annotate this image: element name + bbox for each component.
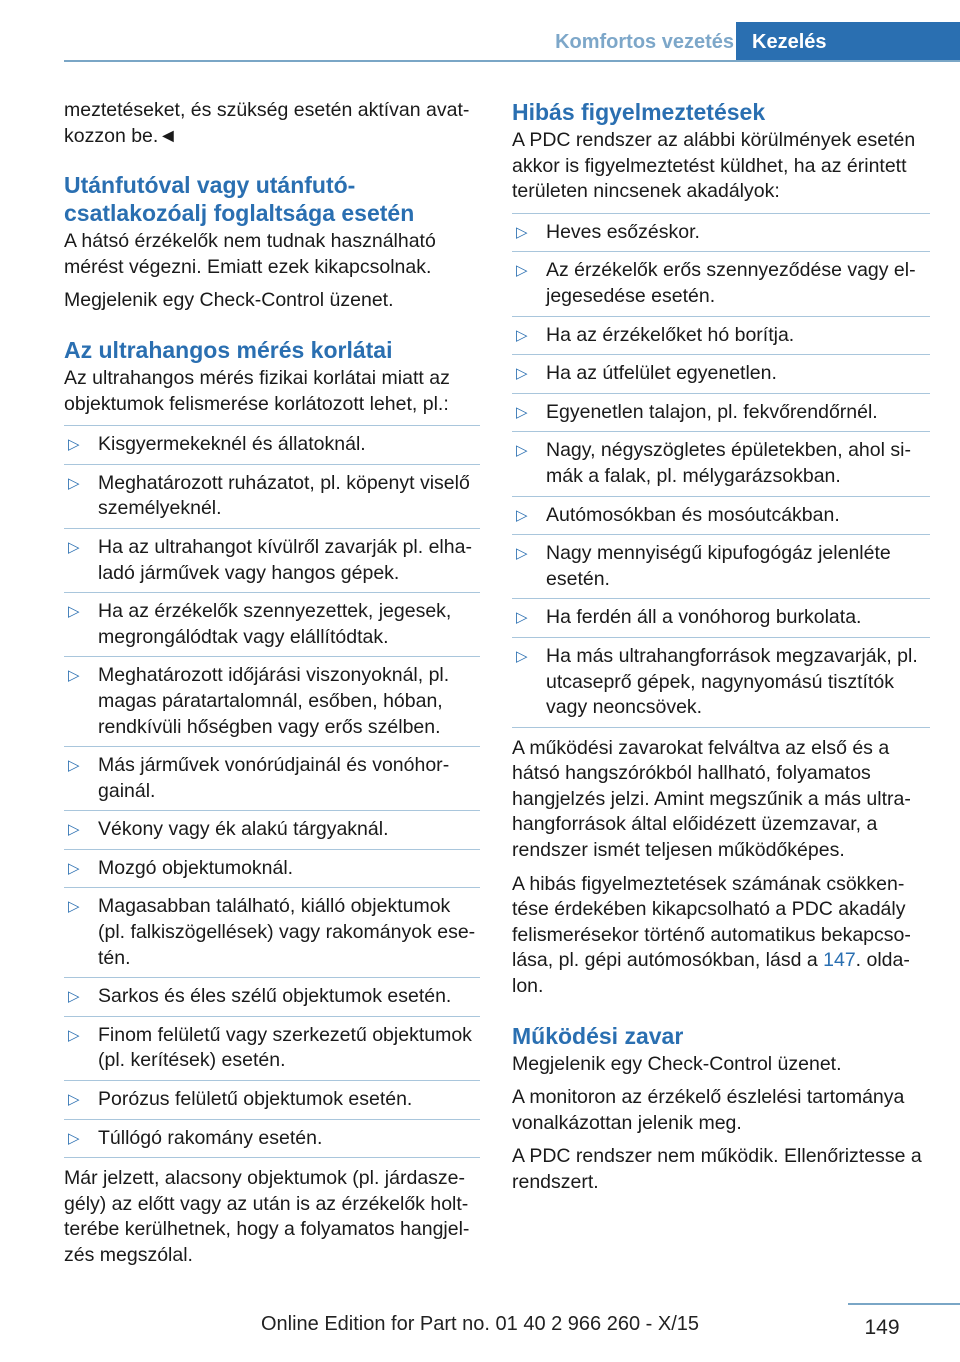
triangle-bullet-icon: ▷ [68, 988, 80, 1006]
limits-list [64, 425, 480, 1158]
false-warnings-paragraph-1: A működési zavarokat felváltva az első és a hátsó hangszórókból hallható, folyamatos hangjelzés jelzi. Amint megszűnik a más ultrahangforrások által előidézett üzemzavar, a rendszer ismét teljesen működőképes. [512, 736, 911, 862]
false-warnings-paragraph-2: A hibás figyelmeztetések számának csökkentése érdekében kikapcsolható a PDC akadály felismerésekor történő automatikus bekapcsolása, pl. gépi autómosókban, lásd a 147. oldalon. [512, 872, 911, 998]
header-section-tab[interactable]: Komfortos vezetés [555, 31, 734, 53]
triangle-bullet-icon: ▷ [68, 898, 80, 916]
triangle-bullet-icon: ▷ [516, 403, 528, 421]
malfunction-paragraph-3: A PDC rendszer nem működik. Ellenőriztesse a rendszert. [512, 1145, 922, 1193]
list-item: ▷ Az érzékelők erős szennyeződése vagy eljegesedése esetén. [512, 251, 930, 315]
triangle-bullet-icon: ▷ [516, 647, 528, 665]
list-item: ▷ Sarkos és éles szélű objektumok esetén. [64, 977, 480, 1016]
list-item: ▷ Ha az ultrahangot kívülről zavarják pl. elhaladó járművek vagy hangos gépek. [64, 528, 480, 592]
limits-outro: Már jelzett, alacsony objektumok (pl. járdaszegély) az előtt vagy az után is az érzékelők holtterébe kerülhetnek, hogy a folyamatos hangjelzés megszólal. [64, 1167, 470, 1266]
triangle-bullet-icon: ▷ [68, 1026, 80, 1044]
triangle-bullet-icon: ▷ [68, 436, 80, 454]
trailer-heading: Utánfutóval vagy utánfutócsatlakozóalj foglaltsága esetén [64, 172, 415, 227]
triangle-bullet-icon: ▷ [516, 506, 528, 524]
right-column [512, 98, 930, 1204]
list-item: ▷ Ha más ultrahangforrások megzavarják, pl. utcaseprő gépek, nagynyomású tisztítók vagy neoncsövek. [512, 637, 930, 728]
left-column [64, 98, 480, 1277]
list-item: ▷ Heves esőzéskor. [512, 213, 930, 252]
header-chapter-tab[interactable]: Kezelés [736, 22, 960, 62]
triangle-bullet-icon: ▷ [68, 1091, 80, 1109]
list-item: ▷ Egyenetlen talajon, pl. fekvőrendőrnél. [512, 393, 930, 432]
footer-rule [848, 1303, 960, 1305]
list-item: ▷ Meghatározott időjárási viszonyoknál, pl. magas páratartalomnál, esőben, hóban, rendkívüli hőségben vagy erős szélben. [64, 656, 480, 746]
triangle-bullet-icon: ▷ [68, 859, 80, 877]
malfunction-paragraph-2: A monitoron az érzékelő észlelési tartománya vonalkázottan jelenik meg. [512, 1086, 905, 1134]
list-item: ▷ Vékony vagy ék alakú tárgyaknál. [64, 810, 480, 849]
list-item: ▷ Porózus felületű objektumok esetén. [64, 1080, 480, 1119]
limits-heading: Az ultrahangos mérés korlátai [64, 336, 393, 363]
trailer-paragraph-2: Megjelenik egy Check-Control üzenet. [64, 289, 394, 312]
malfunction-heading: Működési zavar [512, 1022, 684, 1049]
edition-footer: Online Edition for Part no. 01 40 2 966 260 - X/15 [260, 1313, 700, 1335]
list-item: ▷ Meghatározott ruházatot, pl. köpenyt viselő személyeknél. [64, 464, 480, 528]
triangle-bullet-icon: ▷ [68, 474, 80, 492]
triangle-bullet-icon: ▷ [516, 365, 528, 383]
limits-intro: Az ultrahangos mérés fizikai korlátai miatt az objektumok felismerése korlátozott lehet, pl.: [64, 366, 450, 415]
list-item: ▷ Más járművek vonórúdjainál és vonóhorgainál. [64, 746, 480, 810]
malfunction-paragraph-1: Megjelenik egy Check-Control üzenet. [512, 1052, 842, 1075]
false-warnings-intro: A PDC rendszer az alábbi körülmények esetén akkor is figyelmeztetést küldhet, ha az érintett területen nincsenek akadályok: [512, 129, 916, 203]
list-item: ▷ Autómosókban és mosóutcákban. [512, 496, 930, 535]
triangle-bullet-icon: ▷ [68, 1129, 80, 1147]
list-item: ▷ Mozgó objektumoknál. [64, 849, 480, 888]
triangle-bullet-icon: ▷ [516, 262, 528, 280]
triangle-bullet-icon: ▷ [68, 603, 80, 621]
list-item: ▷ Nagy mennyiségű kipufogógáz jelenléte esetén. [512, 534, 930, 598]
list-item: ▷ Finom felületű vagy szerkezetű objektumok (pl. kerítések) esetén. [64, 1016, 480, 1080]
list-item: ▷ Túllógó rakomány esetén. [64, 1119, 480, 1159]
page-reference-link[interactable]: 147 [823, 949, 856, 972]
list-item: ▷ Ha ferdén áll a vonóhorog burkolata. [512, 598, 930, 637]
list-item: ▷ Nagy, négyszögletes épületekben, ahol simák a falak, pl. mélygarázsokban. [512, 431, 930, 495]
list-item: ▷ Kisgyermekeknél és állatoknál. [64, 425, 480, 464]
triangle-bullet-icon: ▷ [68, 667, 80, 685]
false-warnings-heading: Hibás figyelmeztetések [512, 99, 766, 125]
intro-paragraph: meztetéseket, és szükség esetén aktívan avatkozzon be.◄ [64, 99, 470, 147]
list-item: ▷ Ha az érzékelőket hó borítja. [512, 316, 930, 355]
list-item: ▷ Magasabban található, kiálló objektumok (pl. falkiszögellések) vagy rakományok esetén. [64, 887, 480, 977]
triangle-bullet-icon: ▷ [68, 538, 80, 556]
triangle-bullet-icon: ▷ [68, 757, 80, 775]
header-rule [64, 60, 960, 62]
list-item: ▷ Ha az érzékelők szennyezettek, jegesek, megrongálódtak vagy elállítódtak. [64, 592, 480, 656]
trailer-paragraph-1: A hátsó érzékelők nem tudnak használható mérést végezni. Emiatt ezek kikapcsolnak. [64, 230, 436, 278]
page-number: 149 [864, 1316, 900, 1339]
list-item: ▷ Ha az útfelület egyenetlen. [512, 354, 930, 393]
triangle-bullet-icon: ▷ [68, 821, 80, 839]
triangle-bullet-icon: ▷ [516, 326, 528, 344]
false-warnings-list [512, 213, 930, 728]
triangle-bullet-icon: ▷ [516, 223, 528, 241]
triangle-bullet-icon: ▷ [516, 609, 528, 627]
triangle-bullet-icon: ▷ [516, 442, 528, 460]
triangle-bullet-icon: ▷ [516, 545, 528, 563]
